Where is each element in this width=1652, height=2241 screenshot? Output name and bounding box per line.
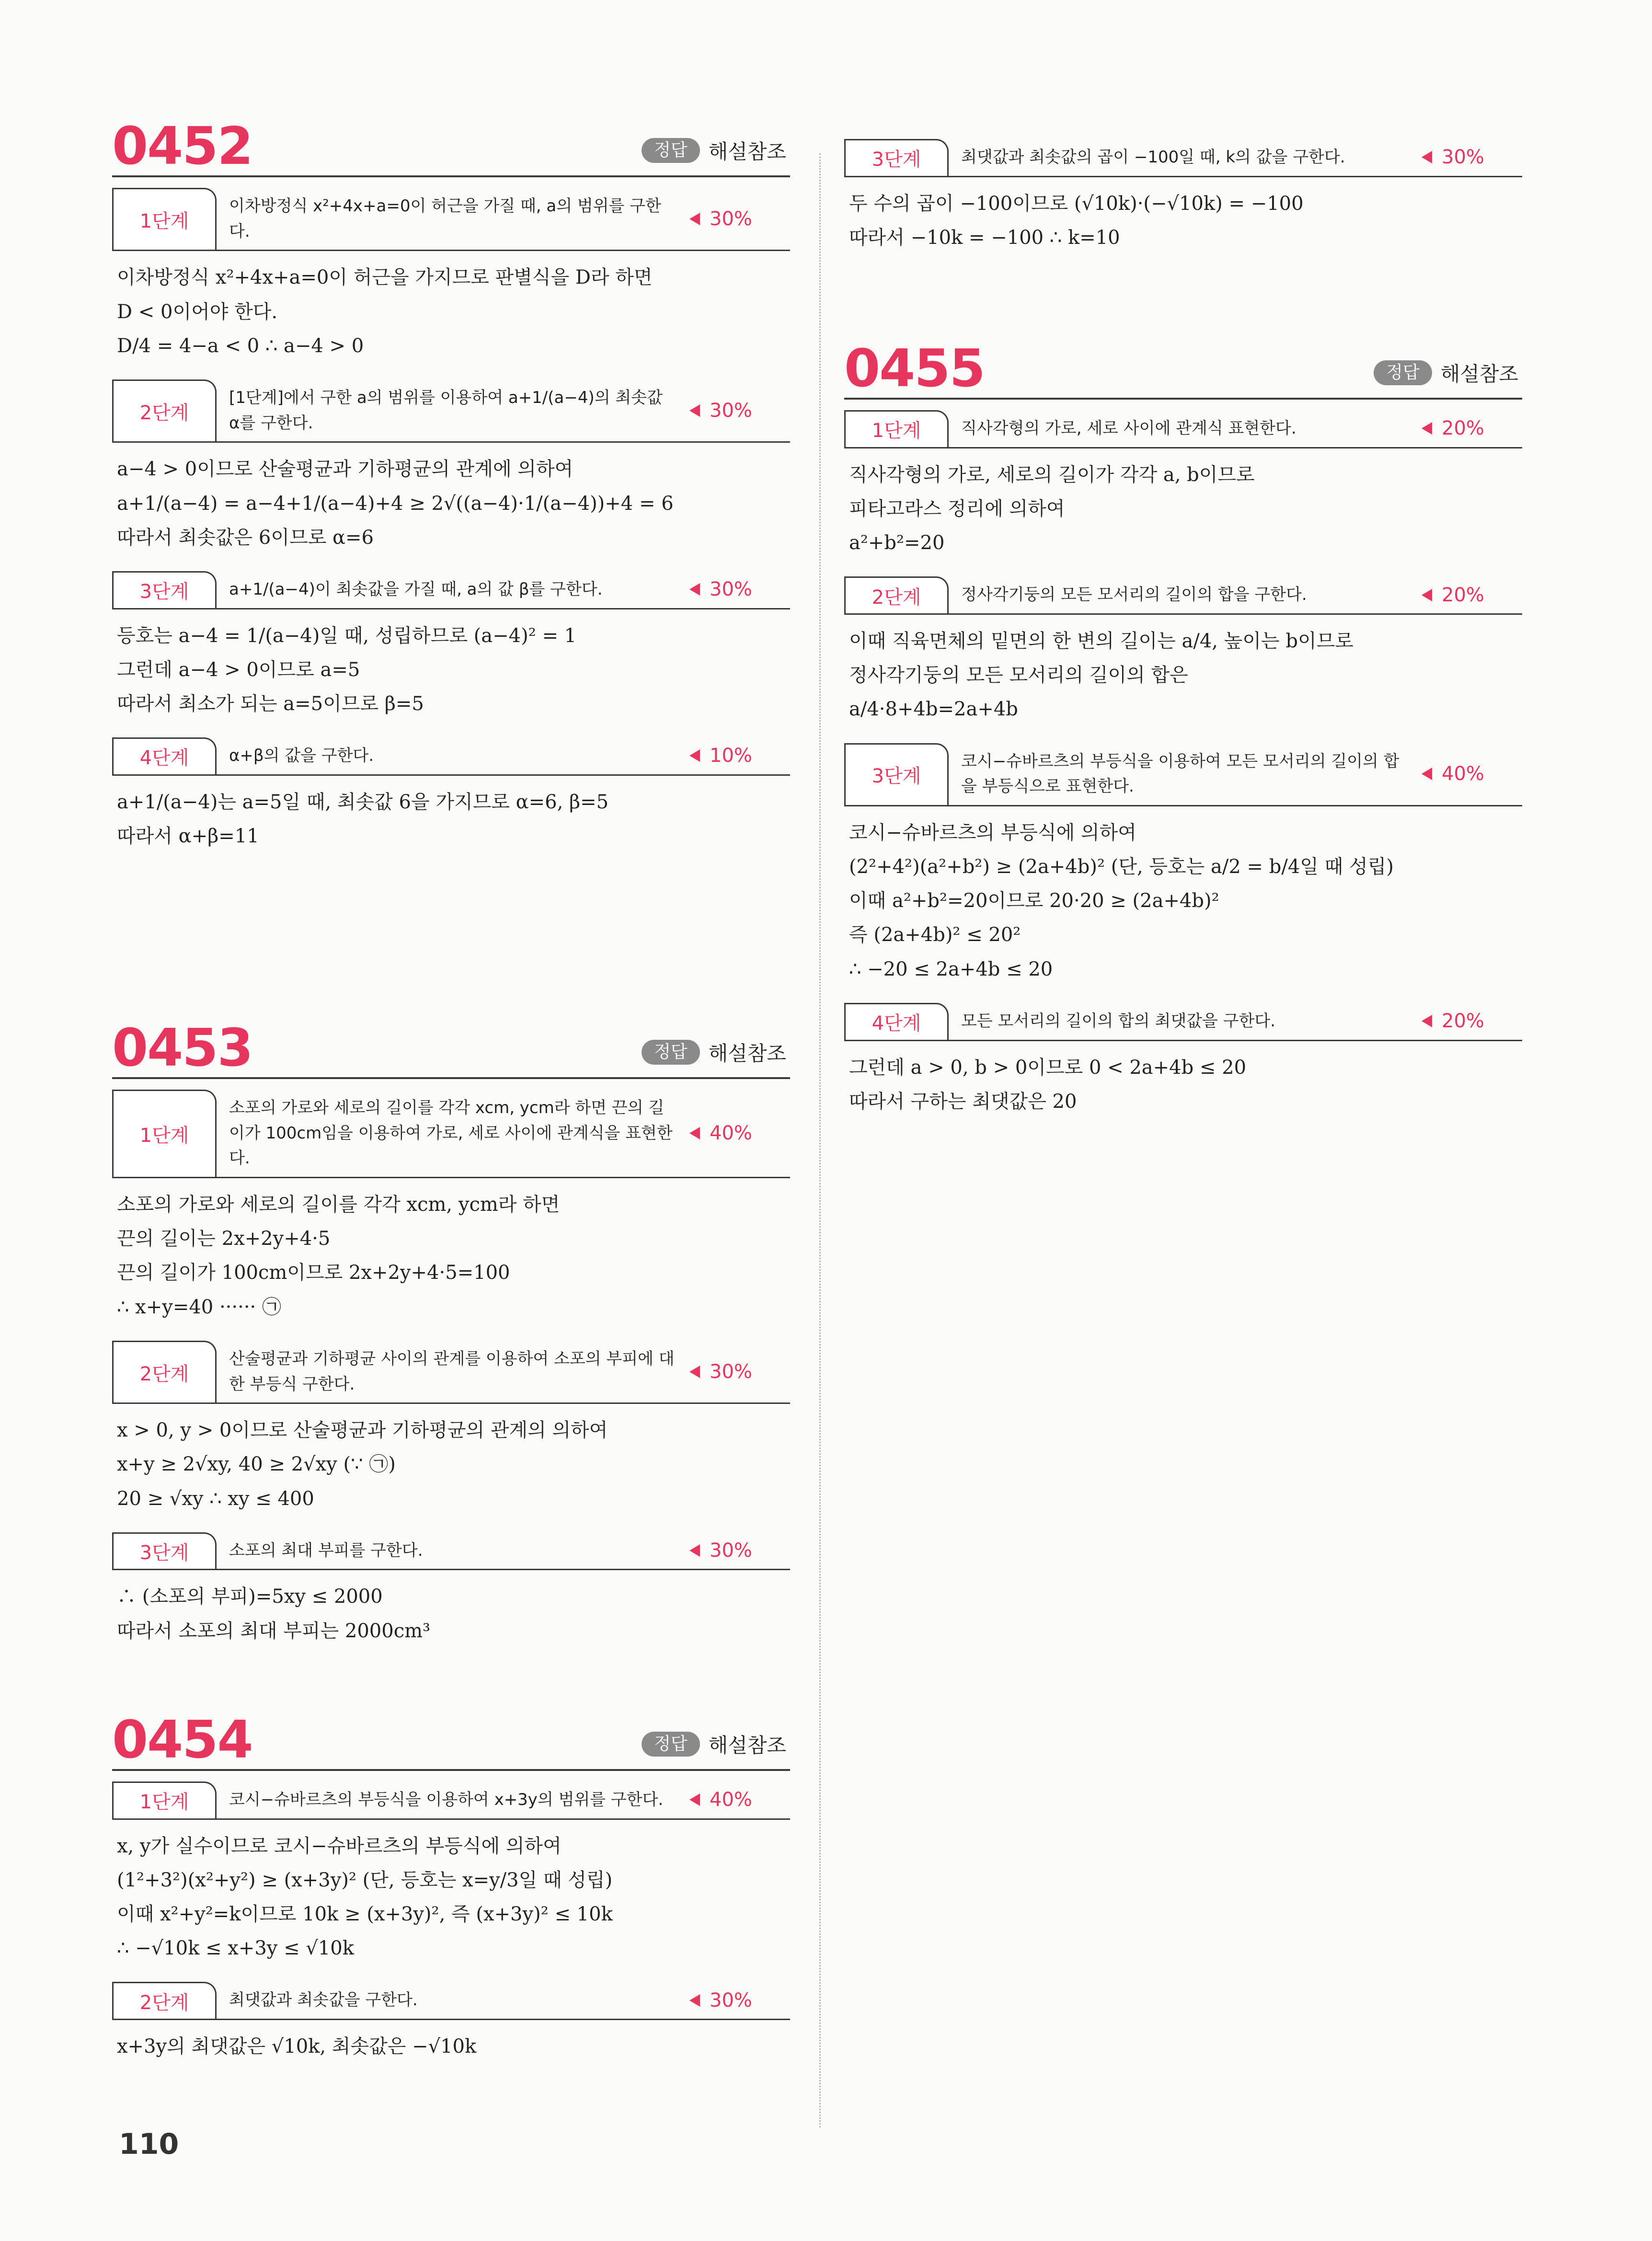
solution-line: x+y ≥ 2√xy, 40 ≥ 2√xy (∵ ㉠) (117, 1453, 396, 1476)
solution-line: D/4 = 4−a < 0 ∴ a−4 > 0 (117, 334, 364, 357)
step-label: 2단계 (112, 1341, 217, 1402)
solution-line: a−4 > 0이므로 산술평균과 기하평균의 관계에 의하여 (117, 458, 574, 481)
answer-label: 해설참조 (708, 1734, 786, 1757)
solution-body (844, 806, 1522, 987)
problem-number: 0452 (112, 116, 252, 176)
solution-line: 등호는 a−4 = 1/(a−4)일 때, 성립하므로 (a−4)² = 1 (117, 624, 577, 647)
solution-line: 따라서 최솟값은 6이므로 α=6 (117, 526, 374, 549)
answer-badge: 정답 (642, 1732, 700, 1756)
solution-line: 따라서 소포의 최대 부피는 2000cm³ (117, 1620, 431, 1642)
problem-0452 (112, 113, 790, 853)
left-triangle-icon (1422, 422, 1432, 435)
solution-body (844, 448, 1522, 561)
step-header (112, 737, 790, 776)
step-label: 1단계 (112, 1781, 217, 1818)
solution-body (112, 776, 790, 853)
left-triangle-icon (689, 1127, 700, 1139)
answer-reference (642, 1730, 786, 1758)
step-description: 소포의 가로와 세로의 길이를 각각 xcm, ycm라 하면 끈의 길이가 100cm임을 이용하여 가로, 세로 사이에 관계식을 표현한다. (229, 1098, 673, 1168)
step-percent-value: 30% (710, 207, 752, 230)
step-description: 소포의 최대 부피를 구한다. (229, 1540, 423, 1560)
step-header (112, 1532, 790, 1571)
problem-0455 (844, 335, 1522, 1119)
answer-label: 해설참조 (708, 1042, 786, 1065)
answer-reference (1374, 358, 1518, 387)
solution-line: 따라서 구하는 최댓값은 20 (849, 1090, 1077, 1113)
problem-header (112, 1707, 790, 1771)
left-triangle-icon (689, 404, 700, 417)
solution-body (844, 615, 1522, 727)
step-percent (689, 188, 790, 250)
step-percent (689, 1341, 790, 1402)
step-description: α+β의 값을 구한다. (229, 746, 374, 766)
left-triangle-icon (689, 1994, 700, 2007)
solution-line: 따라서 최소가 되는 a=5이므로 β=5 (117, 692, 424, 715)
problem-number: 0454 (112, 1710, 252, 1770)
solution-line: ∴ x+y=40 ······ ㉠ (117, 1296, 281, 1318)
step-header (844, 576, 1522, 615)
step-percent-value: 20% (1442, 1010, 1484, 1033)
solution-line: 20 ≥ √xy ∴ xy ≤ 400 (117, 1487, 314, 1510)
solution-body (112, 2020, 790, 2064)
problem-0453 (112, 1015, 790, 1648)
solution-body (112, 609, 790, 722)
solution-line: 소포의 가로와 세로의 길이를 각각 xcm, ycm라 하면 (117, 1194, 560, 1216)
step-label: 1단계 (112, 1090, 217, 1177)
solution-body (112, 1178, 790, 1324)
step-percent (689, 737, 790, 774)
solution-line: 이때 x²+y²=k이므로 10k ≥ (x+3y)², 즉 (x+3y)² ≤ 10k (117, 1903, 613, 1926)
step-header (112, 1781, 790, 1820)
step-label: 2단계 (844, 576, 949, 613)
solution-line: x, y가 실수이므로 코시−슈바르츠의 부등식에 의하여 (117, 1835, 562, 1857)
solution-line: ∴ −√10k ≤ x+3y ≤ √10k (117, 1937, 354, 1960)
step-description: [1단계]에서 구한 a의 범위를 이용하여 a+1/(a−4)의 최솟값 α를 구한다. (229, 388, 663, 433)
step-description: 이차방정식 x²+4x+a=0이 허근을 가질 때, a의 범위를 구한다. (229, 196, 661, 241)
step-header (112, 379, 790, 443)
solution-line: 이때 a²+b²=20이므로 20·20 ≥ (2a+4b)² (849, 890, 1219, 912)
solution-line: 직사각형의 가로, 세로의 길이가 각각 a, b이므로 (849, 463, 1255, 486)
step-header (112, 1341, 790, 1404)
step-percent-value: 30% (1442, 146, 1484, 169)
step-label: 3단계 (844, 743, 949, 805)
solution-body (844, 1041, 1522, 1119)
problem-0454 (112, 1707, 790, 2064)
solution-line: ∴ −20 ≤ 2a+4b ≤ 20 (849, 958, 1053, 980)
step-label: 4단계 (844, 1003, 949, 1040)
step-label: 3단계 (112, 571, 217, 608)
step-percent (689, 1532, 790, 1569)
solution-line: 피타고라스 정리에 의하여 (849, 497, 1065, 520)
problem-header (844, 335, 1522, 400)
answer-badge: 정답 (1374, 360, 1432, 385)
step-description: 코시−슈바르츠의 부등식을 이용하여 x+3y의 범위를 구한다. (229, 1790, 664, 1809)
solution-body (112, 1820, 790, 1966)
solution-line: 이차방정식 x²+4x+a=0이 허근을 가지므로 판별식을 D라 하면 (117, 266, 653, 289)
step-header (112, 1090, 790, 1178)
step-percent-value: 40% (710, 1789, 752, 1811)
left-triangle-icon (689, 1793, 700, 1806)
left-triangle-icon (1422, 151, 1432, 163)
solution-line: 두 수의 곱이 −100이므로 (√10k)·(−√10k) = −100 (849, 192, 1304, 215)
step-description: 최댓값과 최솟값의 곱이 −100일 때, k의 값을 구한다. (961, 148, 1345, 167)
solution-line: a²+b²=20 (849, 532, 945, 554)
left-triangle-icon (1422, 589, 1432, 601)
step-percent-value: 20% (1442, 417, 1484, 440)
column-divider (819, 153, 821, 2127)
solution-line: 그런데 a > 0, b > 0이므로 0 < 2a+4b ≤ 20 (849, 1056, 1247, 1079)
problem-0454-continued (844, 139, 1522, 255)
step-percent-value: 10% (710, 745, 752, 767)
step-label: 1단계 (844, 410, 949, 447)
left-triangle-icon (689, 583, 700, 596)
step-percent (1422, 139, 1522, 176)
solution-line: a+1/(a−4)는 a=5일 때, 최솟값 6을 가지므로 α=6, β=5 (117, 791, 609, 813)
step-label: 1단계 (112, 188, 217, 250)
left-triangle-icon (1422, 1015, 1432, 1027)
solution-line: 따라서 −10k = −100 ∴ k=10 (849, 226, 1120, 249)
solution-line: x > 0, y > 0이므로 산술평균과 기하평균의 관계의 의하여 (117, 1419, 608, 1442)
step-percent-value: 30% (710, 399, 752, 422)
answer-label: 해설참조 (1440, 362, 1518, 386)
solution-line: 즉 (2a+4b)² ≤ 20² (849, 924, 1021, 946)
left-triangle-icon (1422, 768, 1432, 780)
step-label: 4단계 (112, 737, 217, 774)
solution-body (112, 443, 790, 555)
answer-label: 해설참조 (708, 140, 786, 163)
solution-line: 따라서 α+β=11 (117, 825, 259, 847)
answer-badge: 정답 (642, 138, 700, 162)
step-header (844, 743, 1522, 806)
step-label: 2단계 (112, 379, 217, 441)
step-header (844, 1003, 1522, 1041)
solution-line: 그런데 a−4 > 0이므로 a=5 (117, 658, 360, 681)
left-triangle-icon (689, 1544, 700, 1557)
step-percent-value: 20% (1442, 584, 1484, 606)
left-triangle-icon (689, 213, 700, 225)
solution-body (844, 177, 1522, 255)
step-description: 모든 모서리의 길이의 합의 최댓값을 구한다. (961, 1011, 1276, 1031)
solution-line: 이때 직육면체의 밑면의 한 변의 길이는 a/4, 높이는 b이므로 (849, 630, 1354, 652)
left-triangle-icon (689, 749, 700, 762)
step-percent (689, 379, 790, 441)
solution-line: a+1/(a−4) = a−4+1/(a−4)+4 ≥ 2√((a−4)·1/(a−4))+4 = 6 (117, 492, 674, 515)
step-description: 산술평균과 기하평균 사이의 관계를 이용하여 소포의 부피에 대한 부등식 구한다. (229, 1349, 675, 1394)
step-header (112, 188, 790, 251)
step-percent (1422, 743, 1522, 805)
solution-line: ∴ (소포의 부피)=5xy ≤ 2000 (117, 1586, 383, 1608)
solution-line: x+3y의 최댓값은 √10k, 최솟값은 −√10k (117, 2035, 477, 2058)
page-number: 110 (119, 2127, 179, 2161)
solution-body (112, 251, 790, 363)
solution-line: D < 0이어야 한다. (117, 300, 278, 323)
step-percent (689, 571, 790, 608)
step-description: 직사각형의 가로, 세로 사이에 관계식 표현한다. (961, 419, 1296, 438)
step-label: 3단계 (844, 139, 949, 176)
step-percent-value: 30% (710, 1540, 752, 1562)
left-triangle-icon (689, 1366, 700, 1378)
solution-line: 정사각기둥의 모든 모서리의 길이의 합은 (849, 664, 1188, 687)
step-header (844, 139, 1522, 177)
step-percent-value: 40% (710, 1122, 752, 1145)
problem-number: 0453 (112, 1018, 252, 1078)
step-percent (1422, 576, 1522, 613)
step-percent (1422, 1003, 1522, 1040)
solution-body (112, 1570, 790, 1648)
step-description: a+1/(a−4)이 최솟값을 가질 때, a의 값 β를 구한다. (229, 579, 603, 599)
solution-line: (1²+3²)(x²+y²) ≥ (x+3y)² (단, 등호는 x=y/3일 때 성립) (117, 1869, 613, 1891)
step-header (844, 410, 1522, 448)
solution-line: 끈의 길이는 2x+2y+4·5 (117, 1228, 331, 1250)
step-header (112, 1982, 790, 2020)
step-header (112, 571, 790, 609)
solution-line: a/4·8+4b=2a+4b (849, 698, 1018, 721)
problem-header (112, 1015, 790, 1079)
step-description: 최댓값과 최솟값을 구한다. (229, 1990, 418, 2010)
answer-reference (642, 136, 786, 165)
step-description: 코시−슈바르츠의 부등식을 이용하여 모든 모서리의 길이의 합을 부등식으로 표현한다. (961, 751, 1400, 796)
solution-line: 코시−슈바르츠의 부등식에 의하여 (849, 821, 1136, 844)
step-percent-value: 40% (1442, 763, 1484, 785)
answer-badge: 정답 (642, 1040, 700, 1064)
step-label: 3단계 (112, 1532, 217, 1569)
step-description: 정사각기둥의 모든 모서리의 길이의 합을 구한다. (961, 585, 1307, 605)
step-label: 2단계 (112, 1982, 217, 2019)
step-percent (689, 1781, 790, 1818)
step-percent-value: 30% (710, 1989, 752, 2011)
step-percent-value: 30% (710, 1360, 752, 1383)
step-percent (689, 1090, 790, 1177)
solution-body (112, 1404, 790, 1516)
step-percent (1422, 410, 1522, 447)
step-percent-value: 30% (710, 578, 752, 601)
problem-header (112, 113, 790, 177)
answer-reference (642, 1038, 786, 1067)
problem-number: 0455 (844, 339, 985, 399)
step-percent (689, 1982, 790, 2019)
solution-line: (2²+4²)(a²+b²) ≥ (2a+4b)² (단, 등호는 a/2 = b/4일 때 성립) (849, 856, 1394, 878)
solution-line: 끈의 길이가 100cm이므로 2x+2y+4·5=100 (117, 1262, 510, 1284)
